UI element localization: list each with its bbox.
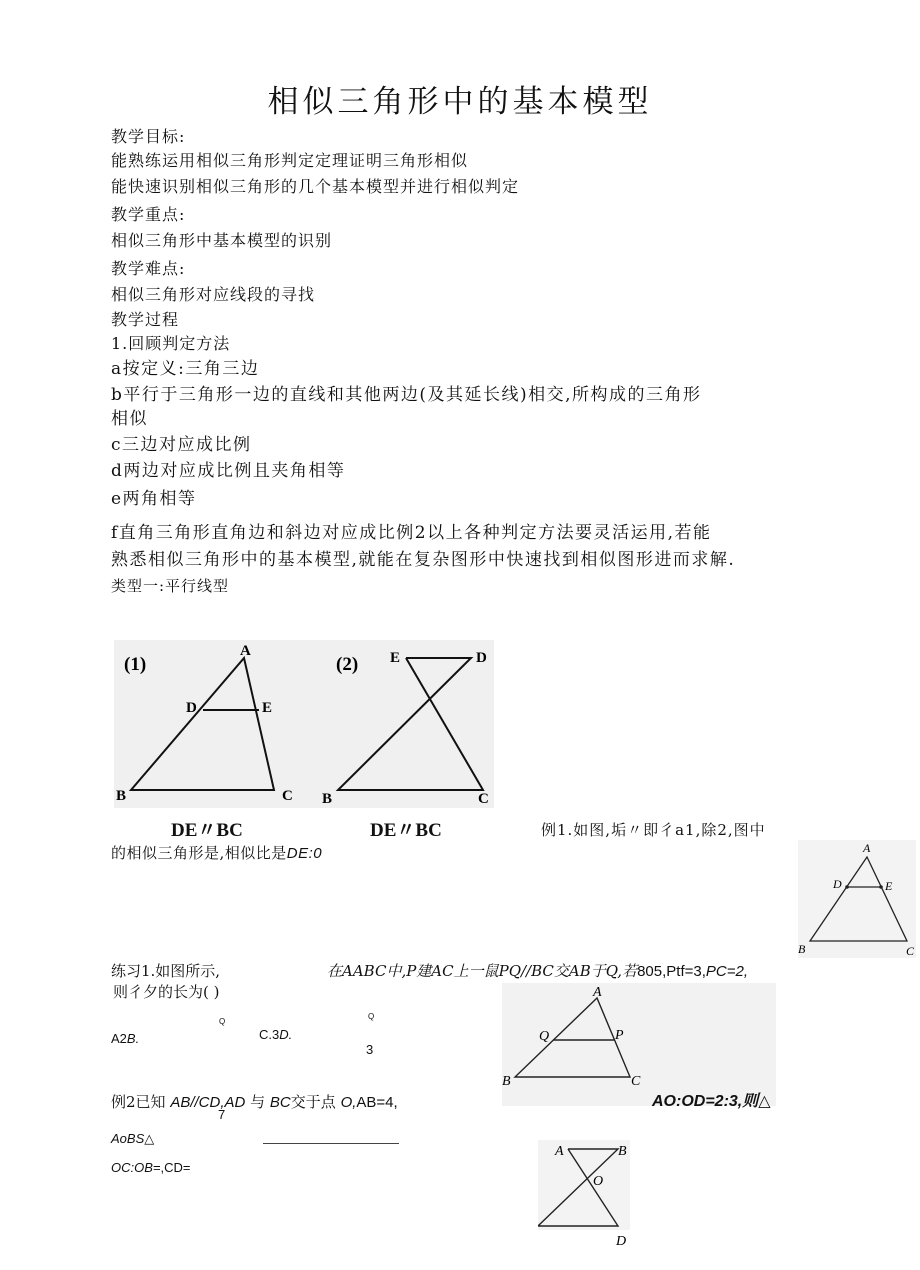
point-d-2: D	[476, 650, 487, 666]
example-2-seven: 7	[218, 1107, 226, 1122]
example-2-point-o: O	[593, 1174, 604, 1189]
practice-1-point-c: C	[631, 1074, 641, 1089]
example-1-dot-d	[845, 885, 849, 889]
example-2-point-a: A	[555, 1144, 564, 1159]
example-1-line1: 例1.如图,垢〃即彳a1,除2,图中	[541, 821, 766, 839]
example-1-point-a: A	[863, 841, 871, 855]
example-2-line3	[111, 1160, 190, 1175]
page-title: 相似三角形中的基本模型	[267, 84, 653, 120]
practice-1-stem-italic: 在AABC中,P建AC上一鼠PQ//BC交AB于Q,若	[327, 962, 638, 980]
point-b: B	[116, 788, 127, 804]
goals-heading: 教学目标:	[111, 127, 186, 146]
practice-1-point-q: Q	[539, 1029, 550, 1044]
example-2-figure	[538, 1140, 634, 1250]
practice-1-point-p: P	[615, 1028, 624, 1043]
method-b-line2: 相似	[111, 409, 148, 429]
review-heading: 1.回顾判定方法	[111, 334, 231, 353]
practice-1-stem	[327, 960, 748, 981]
example-2-point-d: D	[616, 1234, 627, 1249]
method-c: c三边对应成比例	[111, 435, 252, 455]
practice-1-stem-tail: PC=2,	[705, 963, 748, 980]
method-f-line2: 熟悉相似三角形中的基本模型,就能在复杂图形中快速找到相似图形进而求解.	[111, 550, 736, 570]
practice-1-three: 3	[366, 1042, 374, 1057]
caption-2: DE〃BC	[370, 820, 442, 841]
practice-1-stem-plain: 805,Ptf=3,	[637, 963, 706, 980]
point-d: D	[186, 700, 197, 716]
example-1-figure	[798, 840, 916, 958]
example-2-line1	[111, 1091, 398, 1112]
figure-label-2: (2)	[336, 654, 359, 675]
example-2-and: 与	[250, 1093, 266, 1111]
key-heading: 教学重点:	[111, 205, 186, 224]
point-a: A	[240, 643, 251, 659]
method-f-line1: f直角三角形直角边和斜边对应成比例2以上各种判定方法要灵活运用,若能	[111, 523, 712, 543]
goal-2: 能快速识别相似三角形的几个基本模型并进行相似判定	[111, 177, 520, 196]
example-2-similar: AoBS△	[111, 1131, 155, 1146]
point-c-2: C	[478, 791, 489, 807]
process-heading: 教学过程	[111, 310, 180, 329]
practice-1-question: 则彳夕的长为( )	[113, 983, 220, 1001]
parallel-model-figure	[114, 640, 494, 808]
example-1-figure-bg	[798, 840, 916, 958]
method-e: e两角相等	[111, 489, 197, 509]
goal-1: 能熟练运用相似三角形判定定理证明三角形相似	[111, 151, 469, 170]
point-e: E	[262, 700, 273, 716]
option-b-text: B.	[126, 1031, 140, 1046]
figure-background	[114, 640, 494, 808]
example-1-point-c: C	[906, 944, 915, 958]
practice-1-small-q1: Q	[219, 1017, 226, 1026]
example-1-line2	[111, 842, 322, 863]
example-2-point-o-text: O,	[340, 1094, 357, 1111]
example-1-point-d: D	[833, 877, 842, 891]
example-2-point-b: B	[618, 1144, 627, 1159]
method-b-line1: b平行于三角形一边的直线和其他两边(及其延长线)相交,所构成的三角形	[111, 385, 702, 405]
answer-blank	[263, 1143, 399, 1144]
example-2-given: AB//CD,AD	[170, 1094, 246, 1111]
key-point: 相似三角形中基本模型的识别	[111, 231, 333, 250]
practice-1-point-b: B	[502, 1074, 511, 1089]
caption-1: DE〃BC	[171, 820, 243, 841]
figure-label-1: (1)	[124, 654, 147, 675]
option-a-text: A2	[111, 1031, 127, 1046]
example-2-ratio: AO:OD=2:3,则△	[652, 1093, 771, 1110]
difficulty-heading: 教学难点:	[111, 259, 186, 278]
example-2-ratio-question: OC:OB=	[111, 1160, 161, 1175]
practice-1-option-a	[111, 1031, 139, 1046]
point-c: C	[282, 788, 293, 804]
example-2-lead: 例2已知	[111, 1093, 166, 1111]
example-2-bc: BC	[269, 1094, 291, 1111]
example-2-intersect: 交于点	[290, 1093, 336, 1111]
practice-1-lead: 练习1.如图所示,	[111, 962, 221, 980]
type-one-heading: 类型一:平行线型	[111, 577, 230, 595]
example-1-point-b: B	[798, 942, 806, 956]
option-c-text: C.3	[259, 1027, 280, 1042]
example-2-ab: AB=4,	[356, 1094, 398, 1111]
example-2-figure-bg	[538, 1140, 630, 1230]
method-d: d两边对应成比例且夹角相等	[111, 461, 346, 481]
option-d-text: D.	[279, 1027, 293, 1042]
practice-1-small-q2: Q	[368, 1012, 375, 1021]
example-1-point-e: E	[885, 879, 893, 893]
practice-1-option-c	[259, 1027, 292, 1042]
example-2-cd-question: ,CD=	[160, 1160, 191, 1175]
method-a: a按定义:三角三边	[111, 359, 260, 379]
example-1-dot-e	[879, 885, 883, 889]
example-1-question: 的相似三角形是,相似比是	[111, 844, 287, 862]
point-e-2: E	[390, 650, 401, 666]
example-1-ratio: DE:0	[286, 845, 323, 862]
point-b-2: B	[322, 791, 333, 807]
difficulty-point: 相似三角形对应线段的寻找	[111, 285, 316, 304]
practice-1-point-a: A	[593, 985, 602, 1000]
